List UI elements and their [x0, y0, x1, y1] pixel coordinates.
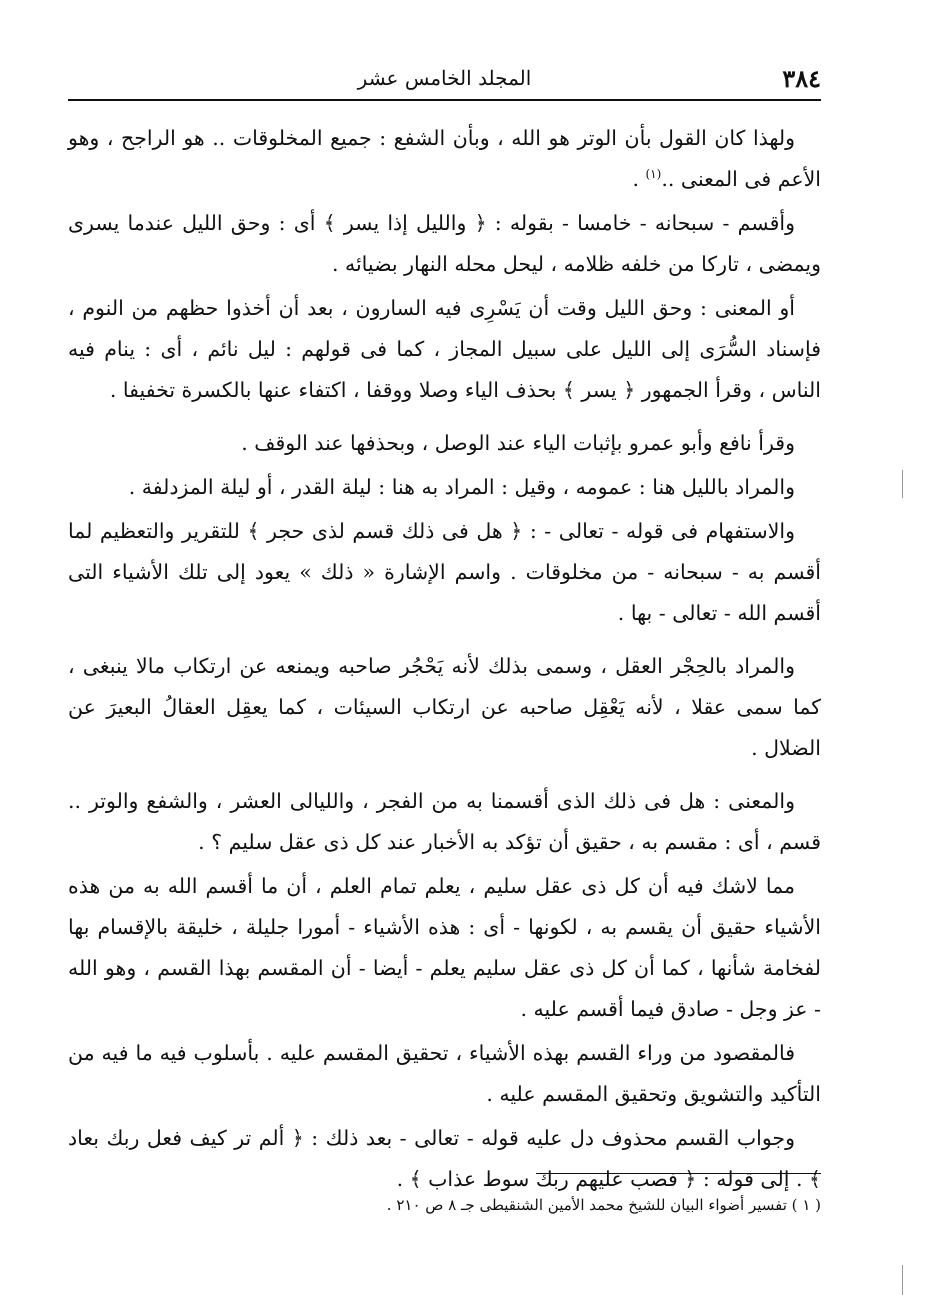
- paragraph-3: أو المعنى : وحق الليل وقت أن يَسْرِى فيه السارون ، بعد أن أخذوا حظهم من النوم ، فإسناد السُّرَى إلى الليل على سبيل المجاز ، كما فى قولهم : ليل نائم ، أى : ينام فيه الناس ، وقرأ الجمهور ﴿ يسر ﴾ بحذف الياء وصلا ووقفا ، اكتفاء عنها بالكسرة تخفيفا .: [68, 296, 821, 402]
- header-rule: [68, 99, 821, 101]
- paragraph-1-text: ولهذا كان القول بأن الوتر هو الله ، وبأن الشفع : جميع المخلوقات .. هو الراجح ، وهو الأعم فى المعنى ..: [68, 126, 821, 191]
- paragraph-7: والمراد بالحِجْر العقل ، وسمى بذلك لأنه يَحْجُر صاحبه ويمنعه عن ارتكاب مالا ينبغى ، كما سمى عقلا ، لأنه يَعْقِل صاحبه عن ارتكاب السيئات ، كما يعقِل العقالُ البعيرَ عن الضلال .: [68, 654, 821, 760]
- body-text: [68, 118, 821, 1203]
- scan-margin-mark: [902, 470, 903, 498]
- page-number: ٣٨٤: [782, 64, 821, 93]
- paragraph-10: فالمقصود من وراء القسم بهذه الأشياء ، تحقيق المقسم عليه . بأسلوب فيه ما فيه من التأكيد والتشويق وتحقيق المقسم عليه .: [68, 1041, 821, 1106]
- footnote-marker: (١): [645, 167, 662, 182]
- paragraph-11: وجواب القسم محذوف دل عليه قوله - تعالى - بعد ذلك : ﴿ ألم تر كيف فعل ربك بعاد ﴾ . إلى قوله : ﴿ فصب عليهم ربك سوط عذاب ﴾ .: [68, 1126, 821, 1191]
- paragraph-1: ولهذا كان القول بأن الوتر هو الله ، وبأن الشفع : جميع المخلوقات .. هو الراجح ، وهو الأعم فى المعنى ..$^{(١)}$ .: [68, 126, 821, 191]
- page-header: [68, 62, 821, 98]
- paragraph-9: مما لاشك فيه أن كل ذى عقل سليم ، يعلم تمام العلم ، أن ما أقسم الله به من هذه الأشياء حقيق أن يقسم به ، لكونها - أى : هذه الأشياء - أمورا جليلة ، خليقة بالإقسام بها لفخامة شأنها ، كما أن كل ذى عقل سليم يعلم - أيضا - أن المقسم بهذا القسم ، وهو الله - عز وجل - صادق فيما أقسم عليه .: [68, 874, 821, 1021]
- paragraph-5: والمراد بالليل هنا : عمومه ، وقيل : المراد به هنا : ليلة القدر ، أو ليلة المزدلفة .: [128, 475, 795, 499]
- paragraph-8: والمعنى : هل فى ذلك الذى أقسمنا به من الفجر ، والليالى العشر ، والشفع والوتر .. قسم ، أى : مقسم به ، حقيق أن تؤكد به الأخبار عند كل ذى عقل سليم ؟ .: [68, 789, 821, 854]
- footnote-rule: [536, 1173, 821, 1174]
- running-title: المجلد الخامس عشر: [357, 66, 532, 90]
- paragraph-4: وقرأ نافع وأبو عمرو بإثبات الياء عند الوصل ، وبحذفها عند الوقف .: [241, 431, 795, 455]
- paragraph-6: والاستفهام فى قوله - تعالى - : ﴿ هل فى ذلك قسم لذى حجر ﴾ للتقرير والتعظيم لما أقسم به - سبحانه - من مخلوقات . واسم الإشارة « ذلك » يعود إلى تلك الأشياء التى أقسم الله - تعالى - بها .: [68, 519, 821, 625]
- scan-margin-mark: [902, 1265, 903, 1295]
- footnote: ( ١ ) تفسير أضواء البيان للشيخ محمد الأمين الشنقيطى جـ ٨ ص ٢١٠ .: [386, 1196, 821, 1214]
- paragraph-2: وأقسم - سبحانه - خامسا - بقوله : ﴿ والليل إذا يسر ﴾ أى : وحق الليل عندما يسرى ويمضى ، تاركا من خلفه ظلامه ، ليحل محله النهار بضيائه .: [68, 211, 821, 276]
